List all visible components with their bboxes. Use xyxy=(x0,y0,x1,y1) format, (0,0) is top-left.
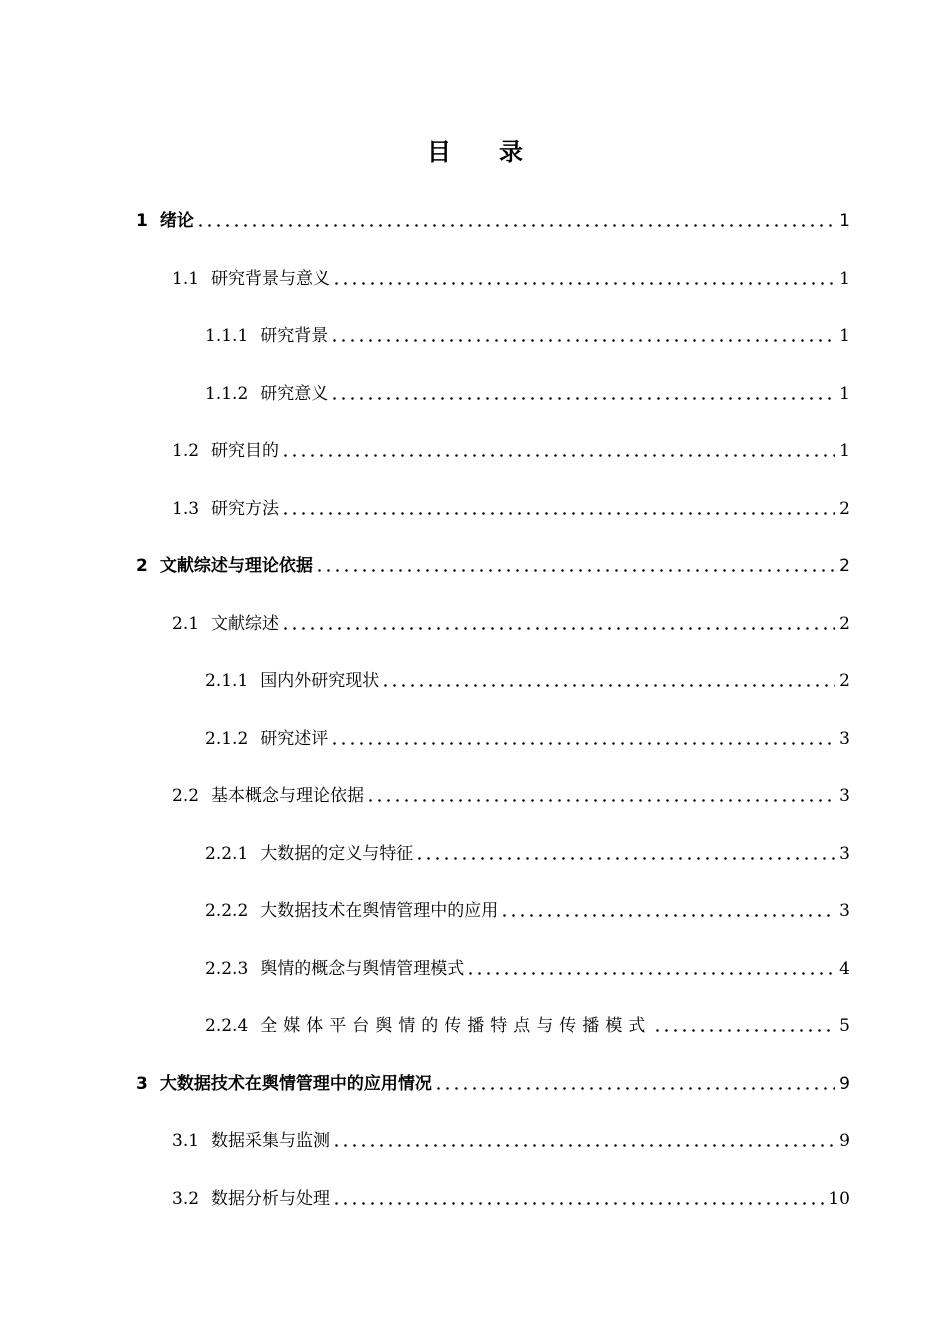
toc-title-part1: 目 xyxy=(427,138,451,166)
toc-entry-page: 9 xyxy=(839,1073,850,1094)
toc-entry[interactable] xyxy=(205,318,850,348)
toc-dot-leader xyxy=(281,627,835,630)
toc-entry-page: 4 xyxy=(839,958,850,979)
toc-dot-leader xyxy=(434,1087,835,1090)
toc-entry-title: 研究背景 xyxy=(260,326,329,346)
toc-entry-title: 研究背景与意义 xyxy=(211,268,331,289)
toc-entry-page: 5 xyxy=(839,1016,850,1036)
toc-entry-number: 2 xyxy=(136,556,148,576)
toc-dot-leader xyxy=(653,1029,835,1032)
toc-entry-page: 10 xyxy=(828,1188,850,1209)
toc-entry[interactable] xyxy=(205,893,850,923)
toc-entry[interactable] xyxy=(172,491,850,521)
toc-entry-page: 3 xyxy=(839,728,850,749)
toc-dot-leader xyxy=(500,914,835,917)
toc-entry-number: 3.1 xyxy=(172,1131,200,1151)
toc-entry[interactable] xyxy=(205,663,850,693)
toc-entry-page: 3 xyxy=(839,786,850,806)
toc-entry-number: 2.2 xyxy=(172,786,200,806)
toc-dot-leader xyxy=(330,397,835,400)
toc-dot-leader xyxy=(332,1144,835,1147)
toc-entry-title: 数据分析与处理 xyxy=(211,1188,331,1209)
toc-dot-leader xyxy=(381,684,835,687)
toc-entry-title: 数据采集与监测 xyxy=(211,1131,331,1151)
toc-entry[interactable] xyxy=(172,606,850,636)
toc-entry[interactable] xyxy=(205,836,850,866)
toc-entry-page: 3 xyxy=(839,843,850,864)
toc-dot-leader xyxy=(330,742,835,745)
toc-entry-number: 1.1.1 xyxy=(205,326,249,346)
toc-entry-title: 大数据的定义与特征 xyxy=(260,843,414,864)
toc-entry-page: 2 xyxy=(839,613,850,634)
toc-entry[interactable] xyxy=(172,1181,850,1211)
toc-entry-page: 1 xyxy=(839,211,850,231)
toc-dot-leader xyxy=(281,512,835,515)
toc-entry[interactable] xyxy=(172,261,850,291)
toc-entry-title: 绪论 xyxy=(159,211,194,231)
toc-entry-title: 研究目的 xyxy=(211,441,280,461)
toc-dot-leader xyxy=(366,799,835,802)
toc-dot-leader xyxy=(196,224,835,227)
toc-entry-title: 基本概念与理论依据 xyxy=(211,786,365,806)
toc-dot-leader xyxy=(330,339,835,342)
toc-entry-number: 1.1 xyxy=(172,268,200,289)
toc-entry-title: 研究述评 xyxy=(260,728,329,749)
toc-dot-leader xyxy=(315,569,835,572)
toc-entry[interactable] xyxy=(205,721,850,751)
toc-entry-title: 文献综述与理论依据 xyxy=(159,556,313,576)
toc-entry-page: 1 xyxy=(839,441,850,461)
toc-entry-number: 2.1.2 xyxy=(205,728,249,749)
toc-entry-title: 大数据技术在舆情管理中的应用 xyxy=(260,901,499,921)
toc-entry-page: 1 xyxy=(839,383,850,404)
toc-entry-page: 2 xyxy=(839,498,850,519)
toc-entry[interactable] xyxy=(136,548,850,578)
toc-dot-leader xyxy=(332,282,835,285)
toc-entry-page: 2 xyxy=(839,671,850,691)
toc-entry-page: 3 xyxy=(839,901,850,921)
toc-entry-page: 9 xyxy=(839,1131,850,1151)
toc-entry-title: 研究意义 xyxy=(260,383,329,404)
toc-entry-number: 1.1.2 xyxy=(205,383,249,404)
toc-entry[interactable] xyxy=(172,778,850,808)
toc-entry-title: 文献综述 xyxy=(211,613,280,634)
toc-entry[interactable] xyxy=(136,203,850,233)
toc-entry-number: 3 xyxy=(136,1073,148,1094)
toc-entry[interactable] xyxy=(205,1008,850,1038)
toc-dot-leader xyxy=(466,972,835,975)
toc-entry[interactable] xyxy=(205,376,850,406)
toc-entry-title: 全媒体平台舆情的传播特点与传播模式 xyxy=(260,1016,652,1036)
toc-entry-title: 舆情的概念与舆情管理模式 xyxy=(260,958,465,979)
toc-dot-leader xyxy=(415,857,835,860)
toc-title-part2: 录 xyxy=(499,138,523,166)
toc-entry[interactable] xyxy=(172,433,850,463)
toc-entry[interactable] xyxy=(172,1123,850,1153)
toc-entry-number: 2.1 xyxy=(172,613,200,634)
toc-entry-number: 2.2.1 xyxy=(205,843,249,864)
toc-entry-number: 2.2.2 xyxy=(205,901,249,921)
toc-entry[interactable] xyxy=(136,1066,850,1096)
toc-entry-page: 1 xyxy=(839,268,850,289)
toc-entry-number: 2.1.1 xyxy=(205,671,249,691)
toc-entry-title: 研究方法 xyxy=(211,498,280,519)
toc-entry-number: 3.2 xyxy=(172,1188,200,1209)
toc-entry-page: 2 xyxy=(839,556,850,576)
toc-entry-number: 1 xyxy=(136,211,148,231)
toc-entry-number: 2.2.3 xyxy=(205,958,249,979)
toc-entry-title: 国内外研究现状 xyxy=(260,671,380,691)
toc-entry-number: 2.2.4 xyxy=(205,1016,249,1036)
toc-dot-leader xyxy=(332,1202,824,1205)
toc-entry-number: 1.2 xyxy=(172,441,200,461)
toc-entry[interactable] xyxy=(205,951,850,981)
toc-dot-leader xyxy=(281,454,835,457)
toc-entry-title: 大数据技术在舆情管理中的应用情况 xyxy=(159,1073,432,1094)
toc-entry-page: 1 xyxy=(839,326,850,346)
toc-entry-number: 1.3 xyxy=(172,498,200,519)
